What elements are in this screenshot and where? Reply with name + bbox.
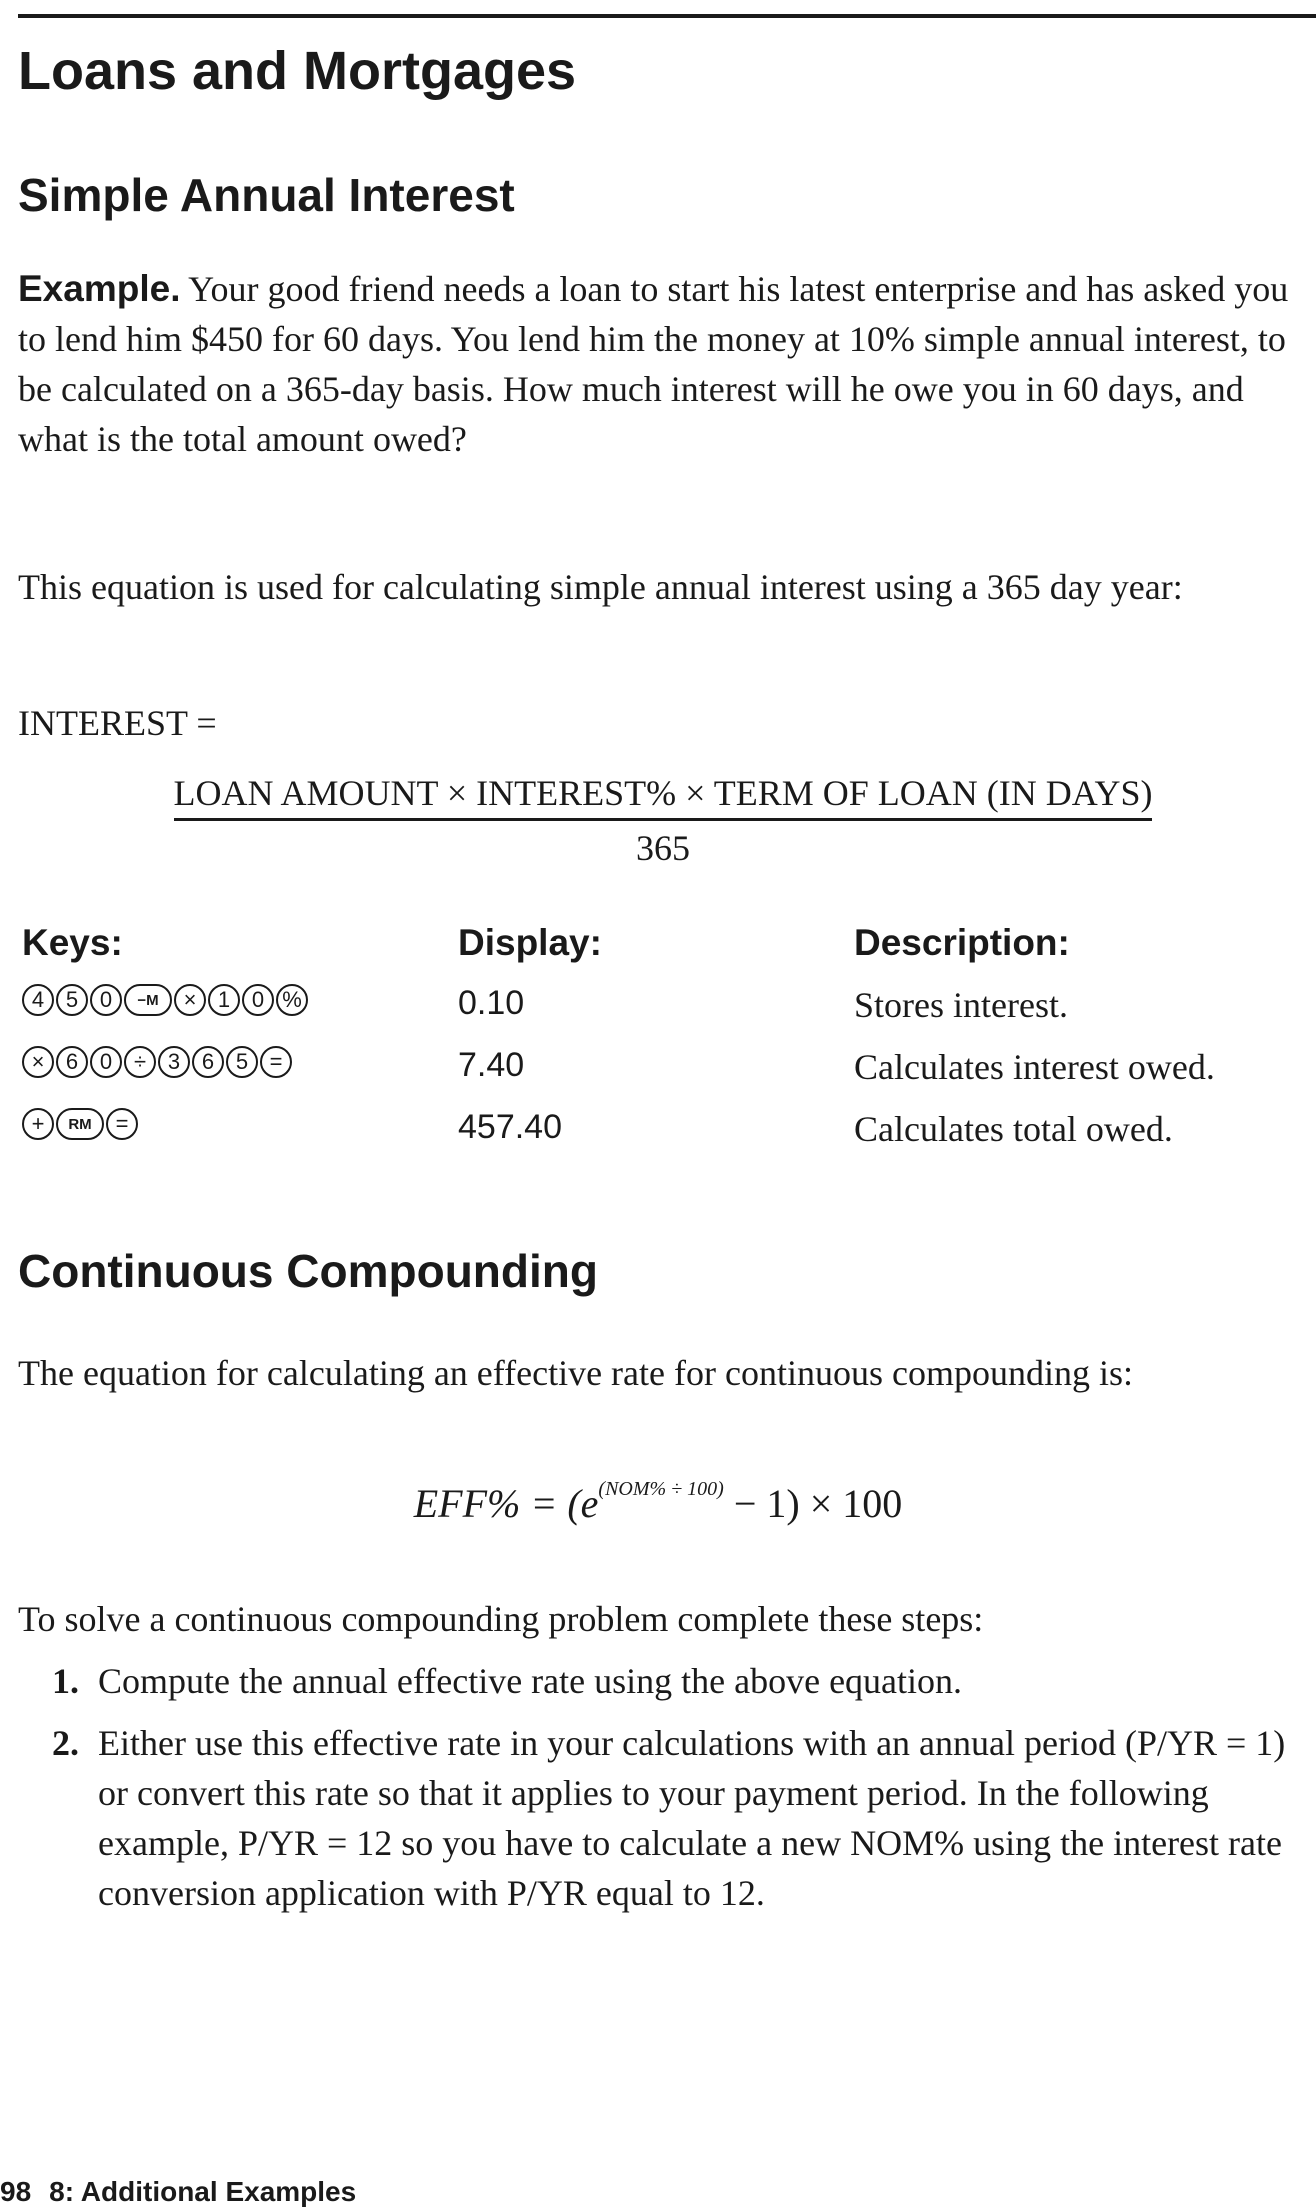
calculator-key-icon: % bbox=[276, 984, 308, 1016]
row-description: Calculates total owed. bbox=[854, 1109, 1173, 1149]
calculator-key-icon: 6 bbox=[56, 1046, 88, 1078]
eq-base: e bbox=[580, 1481, 599, 1526]
keys-table bbox=[22, 922, 1312, 1170]
steps-intro: To solve a continuous compounding problem complete these steps: bbox=[18, 1599, 984, 1639]
calculator-key-icon: 1 bbox=[208, 984, 240, 1016]
eq-exponent: (NOM% ÷ 100) bbox=[598, 1478, 724, 1500]
key-sequence bbox=[22, 984, 308, 1016]
section-heading-continuous: Continuous Compounding bbox=[18, 1245, 598, 1297]
list-item bbox=[52, 1656, 1302, 1706]
calculator-key-icon: RM bbox=[56, 1108, 104, 1140]
list-item bbox=[52, 1718, 1302, 1918]
equation-intro: This equation is used for calculating simple annual interest using a 365 day year: bbox=[18, 567, 1183, 607]
step-number: 2. bbox=[52, 1723, 79, 1763]
key-sequence bbox=[22, 1046, 292, 1078]
eff-equation bbox=[0, 1478, 1316, 1527]
step-text: Either use this effective rate in your calculations with an annual period (P/YR = 1) or convert this rate so that it applies to your payment period. In the following example, P/YR = 12 so you have to calculate a new NOM% using the interest rate conversion application with P/YR equal to 12. bbox=[98, 1723, 1286, 1913]
example-paragraph bbox=[18, 264, 1308, 464]
step-text: Compute the annual effective rate using the above equation. bbox=[98, 1661, 963, 1701]
example-text: Your good friend needs a loan to start his latest enterprise and has asked you to lend him $450 for 60 days. You lend him the money at 10% simple annual interest, to be calculated on a 365-day basis. How much interest will he owe you in 60 days, and what is the total amount owed? bbox=[18, 269, 1289, 459]
continuous-intro: The equation for calculating an effective rate for continuous compounding is: bbox=[18, 1353, 1133, 1393]
calculator-key-icon: ÷ bbox=[124, 1046, 156, 1078]
calculator-key-icon: 3 bbox=[158, 1046, 190, 1078]
display-value: 0.10 bbox=[458, 984, 525, 1022]
page-footer bbox=[0, 2176, 356, 2208]
steps-list bbox=[52, 1656, 1302, 1930]
calculator-key-icon: 6 bbox=[192, 1046, 224, 1078]
calculator-key-icon: −M bbox=[124, 984, 172, 1016]
calculator-key-icon: 0 bbox=[90, 1046, 122, 1078]
interest-formula bbox=[18, 772, 1308, 869]
section-heading-simple-interest: Simple Annual Interest bbox=[18, 169, 515, 221]
table-row bbox=[22, 1046, 1312, 1108]
calculator-key-icon: × bbox=[22, 1046, 54, 1078]
calculator-key-icon: × bbox=[174, 984, 206, 1016]
step-number: 1. bbox=[52, 1661, 79, 1701]
table-row bbox=[22, 1108, 1312, 1170]
formula-label: INTEREST = bbox=[18, 703, 217, 743]
calculator-key-icon: 5 bbox=[226, 1046, 258, 1078]
calculator-key-icon: 0 bbox=[90, 984, 122, 1016]
calculator-key-icon: 0 bbox=[242, 984, 274, 1016]
display-value: 7.40 bbox=[458, 1046, 525, 1084]
header-description: Description: bbox=[854, 922, 1070, 963]
row-description: Stores interest. bbox=[854, 985, 1068, 1025]
display-value: 457.40 bbox=[458, 1108, 562, 1146]
row-description: Calculates interest owed. bbox=[854, 1047, 1215, 1087]
eq-lhs: EFF% = ( bbox=[413, 1481, 581, 1526]
calculator-key-icon: + bbox=[22, 1108, 54, 1140]
key-sequence bbox=[22, 1108, 138, 1140]
page-title: Loans and Mortgages bbox=[18, 41, 577, 101]
calculator-key-icon: = bbox=[106, 1108, 138, 1140]
header-keys: Keys: bbox=[22, 922, 123, 963]
table-row bbox=[22, 984, 1312, 1046]
footer-chapter: 8: Additional Examples bbox=[49, 2176, 357, 2207]
formula-numerator: LOAN AMOUNT × INTEREST% × TERM OF LOAN (IN DAYS) bbox=[174, 772, 1153, 821]
keys-table-header bbox=[22, 922, 1312, 984]
calculator-key-icon: = bbox=[260, 1046, 292, 1078]
eq-rhs: − 1) × 100 bbox=[723, 1481, 903, 1526]
page-number: 98 bbox=[0, 2176, 32, 2207]
calculator-key-icon: 4 bbox=[22, 984, 54, 1016]
formula-denominator: 365 bbox=[636, 828, 690, 868]
example-lead: Example. bbox=[18, 268, 181, 309]
header-display: Display: bbox=[458, 922, 602, 963]
top-rule bbox=[18, 14, 1316, 18]
calculator-key-icon: 5 bbox=[56, 984, 88, 1016]
